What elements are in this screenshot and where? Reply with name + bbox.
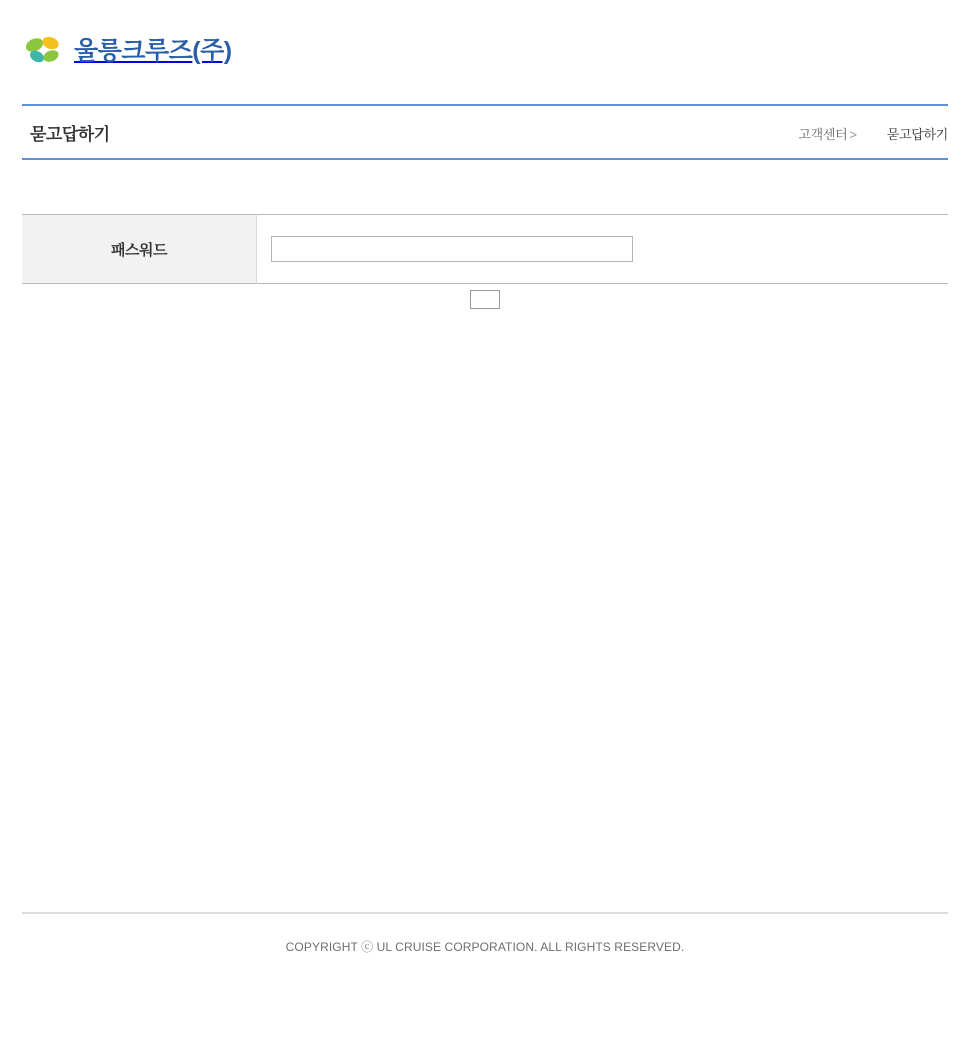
- footer-divider: [22, 912, 948, 914]
- site-logo-link[interactable]: [22, 30, 232, 72]
- form-button-row: [22, 290, 948, 309]
- site-logo-text: [74, 36, 232, 65]
- site-header: [0, 0, 970, 104]
- footer-copyright: COPYRIGHT ⓒ UL CRUISE CORPORATION. ALL RIGHTS RESERVED.: [285, 940, 685, 954]
- password-field-cell: [257, 215, 949, 284]
- table-row: [22, 215, 948, 284]
- password-input[interactable]: [271, 236, 633, 262]
- breadcrumb-separator: >: [849, 127, 857, 142]
- password-form-area: [22, 160, 948, 284]
- breadcrumb: [798, 124, 948, 143]
- confirm-button[interactable]: [470, 290, 500, 309]
- password-form-table: [22, 214, 948, 284]
- breadcrumb-current: 묻고답하기: [886, 127, 948, 142]
- pinwheel-flower-logo-icon: [22, 30, 64, 72]
- site-logo-name: 울릉크루즈: [74, 36, 193, 65]
- breadcrumb-parent[interactable]: 고객센터: [798, 127, 848, 142]
- page-title: 묻고답하기: [30, 125, 110, 144]
- password-label: 패스워드: [22, 215, 257, 284]
- page-titlebar: [22, 104, 948, 160]
- site-logo-suffix: (주): [192, 36, 232, 65]
